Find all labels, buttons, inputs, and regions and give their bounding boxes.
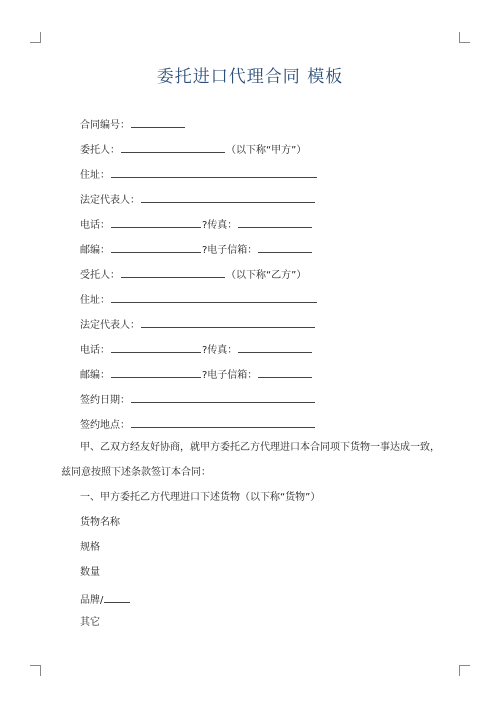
goods-brand-label: 品牌/ [80,595,104,606]
phone2-blank[interactable] [111,341,201,353]
legal-rep2-label: 法定代表人： [80,320,140,331]
principal-label: 委托人： [80,145,120,156]
contract-number-label: 合同编号： [80,120,130,131]
phone2-line [80,341,313,358]
intro-paragraph-line1: 甲、乙双方经友好协商，就甲方委托乙方代理进口本合同项下货物一事达成一致， [80,442,440,453]
address2-blank[interactable] [111,291,317,303]
postcode2-line [80,366,313,383]
email-label: ?电子信箱： [202,245,258,256]
phone2-label: 电话： [80,345,110,356]
document-title: 委托进口代理合同 模板 [156,67,344,87]
agent-line [80,266,306,283]
legal-rep-blank[interactable] [141,191,315,203]
contract-number-blank[interactable] [131,116,185,128]
postcode2-blank[interactable] [111,366,201,378]
goods-brand-line [80,591,131,608]
address2-line [80,291,318,308]
sign-date-blank[interactable] [131,391,315,403]
contract-number-line [80,116,186,133]
fax2-blank[interactable] [238,341,312,353]
crop-mark-bottom-right [459,665,470,676]
goods-name-line: 货物名称 [80,517,120,528]
goods-qty-line: 数量 [80,567,100,578]
legal-rep2-blank[interactable] [141,316,315,328]
crop-mark-top-left [30,32,41,43]
legal-rep2-line [80,316,316,333]
principal-suffix: （以下称“甲方”） [226,145,307,156]
phone-line [80,216,313,233]
sign-place-label: 签约地点： [80,420,130,431]
address-label: 住址： [80,170,110,181]
clause-one-heading: 一、甲方委托乙方代理进口下述货物（以下称“货物”） [80,492,321,503]
crop-mark-top-right [459,32,470,43]
sign-date-line [80,391,316,408]
phone-blank[interactable] [111,216,201,228]
legal-rep-line [80,191,316,208]
address2-label: 住址： [80,295,110,306]
email-blank[interactable] [258,241,312,253]
phone-label: 电话： [80,220,110,231]
sign-place-blank[interactable] [131,416,315,428]
goods-spec-line: 规格 [80,542,100,553]
agent-suffix: （以下称“乙方”） [226,270,307,281]
intro-paragraph-line2: 兹同意按照下述条款签订本合同： [61,467,211,478]
fax-label: ?传真： [202,220,238,231]
postcode-blank[interactable] [111,241,201,253]
agent-blank[interactable] [121,266,225,278]
postcode-line [80,241,313,258]
postcode-label: 邮编： [80,245,110,256]
principal-line [80,141,306,158]
address-line [80,166,318,183]
crop-mark-bottom-left [30,665,41,676]
email2-blank[interactable] [258,366,312,378]
goods-other-line: 其它 [80,617,100,628]
sign-place-line [80,416,316,433]
sign-date-label: 签约日期： [80,395,130,406]
legal-rep-label: 法定代表人： [80,195,140,206]
goods-brand-blank[interactable] [104,591,130,603]
fax2-label: ?传真： [202,345,238,356]
principal-blank[interactable] [121,141,225,153]
postcode2-label: 邮编： [80,370,110,381]
fax-blank[interactable] [238,216,312,228]
agent-label: 受托人： [80,270,120,281]
email2-label: ?电子信箱： [202,370,258,381]
address-blank[interactable] [111,166,317,178]
